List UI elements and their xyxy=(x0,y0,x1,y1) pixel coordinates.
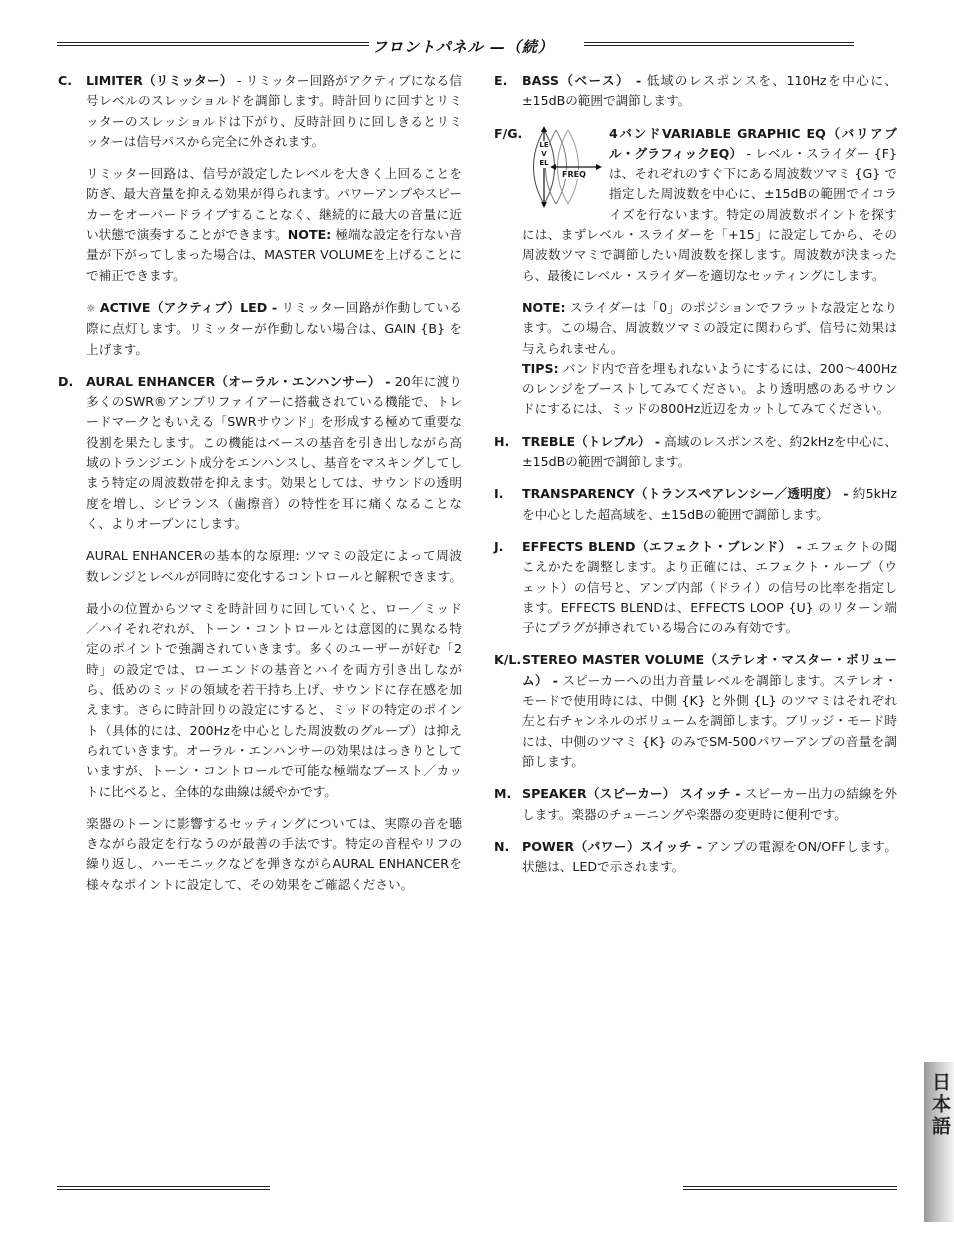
aural-enhancer-description xyxy=(86,372,462,534)
item-letter: I. xyxy=(494,486,504,502)
speaker-switch-text: スピーカー出力の結線を外します。楽器のチューニングや楽器の変更時に便利です。 xyxy=(522,786,897,822)
bass-description xyxy=(522,71,897,112)
led-sun-icon: ☼ xyxy=(86,301,96,315)
footer-rule-right xyxy=(683,1186,897,1190)
power-switch-description xyxy=(522,837,897,878)
transparency-description xyxy=(522,484,897,525)
master-volume-text: スピーカーへの出力音量レベルを調節します。ステレオ・モードで使用時には、中側 {K} と外側 {L} のツマミはそれぞれ左と右チャンネルのボリュームを調節します。ブリッジ・モード時には、中側のツマミ {K} のみでSM-500パワーアンプの音量を調節します。 xyxy=(522,672,897,769)
item-speaker-switch xyxy=(494,784,897,825)
bass-term: BASS（ベース） - xyxy=(522,73,642,88)
transparency-text: 約5kHzを中心とした超高域を、±15dBの範囲で調節します。 xyxy=(522,486,897,522)
item-graphic-eq xyxy=(494,124,897,420)
item-letter: J. xyxy=(494,538,504,554)
language-side-tab xyxy=(924,1062,954,1222)
item-letter: F/G. xyxy=(494,125,523,141)
item-letter: N. xyxy=(494,838,510,854)
footer-rule-left xyxy=(57,1186,270,1190)
item-limiter xyxy=(58,71,462,152)
limiter-paragraph-2 xyxy=(86,164,462,286)
treble-text: 高域のレスポンスを、約2kHzを中心に、±15dBの範囲で調節します。 xyxy=(522,433,897,470)
graphic-eq-term: 4バンドVARIABLE GRAPHIC EQ（バリアブル・グラフィックEQ） xyxy=(609,125,897,161)
graphic-eq-tips-text: バンド内で音を埋もれないようにするには、200～400Hzのレンジをブーストしてみてください。より透明感のあるサウンドにするには、ミッドの800Hz近辺をカットしてみてください。 xyxy=(522,360,897,417)
active-led-paragraph xyxy=(86,298,462,360)
page-header-title: フロントパネル —（続） xyxy=(372,38,554,56)
graphic-eq-note-text: スライダーは「0」のポジションでフラットな設定となります。この場合、周波数ツマミの設定に関わらず、信号に効果は与えられません。 xyxy=(522,299,897,356)
limiter-note-text: 極端な設定を行ない音量が下がってしまった場合は、MASTER VOLUMEを上げることにで補正できます。 xyxy=(86,227,462,283)
effects-blend-text: エフェクトの聞こえかたを調整します。より正確には、エフェクト・ループ（ウェット）の信号と、アンプ内部（ドライ）の信号の比率を指定します。EFFECTS BLENDは、EFFECTS LOOP {U} のリターン端子にプラグが挿されている場合にのみ有効です。 xyxy=(522,538,897,636)
effects-blend-term: EFFECTS BLEND（エフェクト・ブレンド） - xyxy=(522,538,802,554)
item-transparency xyxy=(494,484,897,525)
right-column xyxy=(494,71,897,889)
graphic-eq-text: - レベル・スライダー {F} は、それぞれのすぐ下にある周波数ツマミ {G} で指定した周波数を中心に、±15dBの範囲でイコライズを行ないます。特定の周波数ポイントを探すには、まずレベル・スライダーを「+15」に設定してから、その周波数ツマミで調節したい周波数を探します。周波数が決まったら、最後にレベル・スライダーを適切なセッティングにします。 xyxy=(522,145,897,283)
item-letter: C. xyxy=(58,73,73,88)
power-switch-text: アンプの電源をON/OFFします。状態は、LEDで示されます。 xyxy=(522,838,897,875)
treble-term: TREBLE（トレブル） - xyxy=(522,433,661,449)
master-volume-term: STEREO MASTER VOLUME（ステレオ・マスター・ボリューム） - xyxy=(522,652,897,688)
treble-description xyxy=(522,432,897,473)
item-letter: E. xyxy=(494,73,508,88)
effects-blend-description xyxy=(522,537,897,638)
graphic-eq-note-label: NOTE: xyxy=(522,299,566,315)
limiter-term: LIMITER（リミッター） xyxy=(86,73,233,88)
limiter-p2-text: リミッター回路は、信号が設定したレベルを大きく上回ることを防ぎ、最大音量を抑える効果が得られます。パワーアンプやスピーカーをオーバードライブすることなく、継続的に最大の音量に近い状態で演奏することができます。 xyxy=(86,166,462,243)
level-axis-label: LEVEL xyxy=(539,140,549,167)
limiter-note-label: NOTE: xyxy=(287,227,332,243)
aural-enhancer-paragraph-4: 楽器のトーンに影響するセッティングについては、実際の音を聴きながら設定を行なうのが最善の手法です。特定の音程やリフの繰り返し、ハーモニックなどを弾きながらAURAL ENHANCERを様々なポイントに設定して、その効果をご確認ください。 xyxy=(86,815,462,892)
header-rule-right xyxy=(584,42,854,46)
language-tab-label: 日本語 xyxy=(929,1072,951,1138)
item-letter: H. xyxy=(494,433,510,449)
speaker-switch-term: SPEAKER（スピーカー） スイッチ - xyxy=(522,786,741,802)
header-rule-left xyxy=(57,42,369,46)
limiter-text: - リミッター回路がアクティブになる信号レベルのスレッショルドを調節します。時計回りに回すとリミッターのスレッショルドは下がり、反時計回りに回しきるとリミッターは信号パスから完全に外されます。 xyxy=(86,73,462,149)
item-letter: D. xyxy=(58,373,74,389)
item-master-volume xyxy=(494,650,897,772)
item-effects-blend xyxy=(494,537,897,638)
power-switch-term: POWER（パワー）スイッチ - xyxy=(522,838,703,854)
active-led-term: ACTIVE（アクティブ）LED - xyxy=(99,299,278,315)
graphic-eq-tips xyxy=(522,359,897,420)
limiter-description xyxy=(86,71,462,152)
eq-level-freq-graphic xyxy=(522,124,606,210)
graphic-eq-note xyxy=(522,298,897,359)
item-power-switch xyxy=(494,837,897,878)
aural-enhancer-paragraph-2: AURAL ENHANCERの基本的な原理: ツマミの設定によって周波数レンジとレベルが同時に変化するコントロールと解釈できます。 xyxy=(86,548,462,584)
item-bass xyxy=(494,71,897,112)
aural-enhancer-text: 20年に渡り多くのSWR®アンプリファイアーに搭載されている機能で、トレードマークともいえる「SWRサウンド」を形成する極めて重要な役割を果たします。この機能はベースの基音を引き出しながら高域のトランジエント成分をエンハンスし、基音をマスキングしてしまう特定の周波数帯を抑えます。効果としては、サウンドの透明度を増し、シビランス（歯擦音）の特性を耳に痛くなることなく、よりオープンにします。 xyxy=(86,373,462,531)
freq-axis-label: FREQ xyxy=(562,169,586,179)
bass-text: 低域のレスポンスを、110Hzを中心に、±15dBの範囲で調節します。 xyxy=(522,73,897,109)
graphic-eq-tips-label: TIPS: xyxy=(522,360,559,376)
item-aural-enhancer xyxy=(58,372,462,534)
master-volume-description xyxy=(522,650,897,772)
item-letter: K/L. xyxy=(494,652,522,668)
transparency-term: TRANSPARENCY（トランスペアレンシー／透明度） - xyxy=(522,486,849,502)
speaker-switch-description xyxy=(522,784,897,825)
aural-enhancer-paragraph-3: 最小の位置からツマミを時計回りに回していくと、ロー／ミッド／ハイそれぞれが、トーン・コントロールとは意図的に異なる特定のポイントで強調されていきます。多くのユーザーが好む「2時」の設定では、ローエンドの基音とハイを両方引き出しながら、低めのミッドの領域を若干持ち上げ、サウンドに存在感を加えます。さらに時計回りの設定にすると、ミッドの特定のポイント（具体的には、200Hzを中心とした周波数のグループ）は抑えられていきます。オーラル・エンハンサーの効果ははっきりとしていますが、トーン・コントロールで可能な極端なブースト／カットに比べると、全体的な曲線は緩やかです。 xyxy=(86,600,462,799)
aural-enhancer-term: AURAL ENHANCER（オーラル・エンハンサー） - xyxy=(86,373,391,389)
eq-curve-graphic xyxy=(522,124,606,210)
active-led-text: リミッター回路が作動している際に点灯します。リミッターが作動しない場合は、GAIN {B} を上げます。 xyxy=(86,299,462,357)
item-treble xyxy=(494,432,897,473)
left-column xyxy=(58,71,462,907)
item-letter: M. xyxy=(494,786,512,802)
